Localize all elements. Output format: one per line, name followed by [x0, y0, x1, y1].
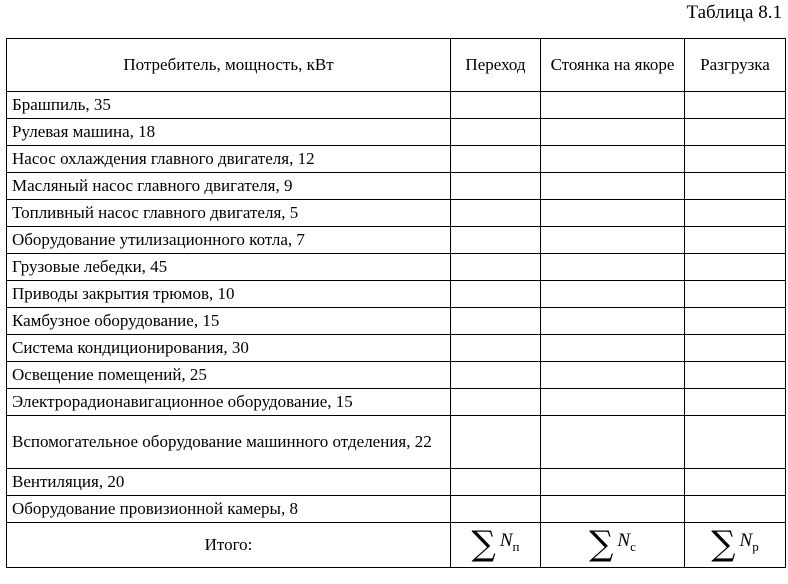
- transit-cell: [451, 389, 541, 416]
- anchor-cell: [541, 254, 685, 281]
- table-row: [7, 335, 786, 362]
- table-row: [7, 469, 786, 496]
- header-transit: Переход: [451, 39, 541, 92]
- table-row: [7, 496, 786, 523]
- transit-cell: [451, 227, 541, 254]
- header-consumer: Потребитель, мощность, кВт: [7, 39, 451, 92]
- anchor-cell: [541, 227, 685, 254]
- total-transit: [451, 523, 541, 568]
- header-anchor: Стоянка на якоре: [541, 39, 685, 92]
- unloading-cell: [685, 389, 786, 416]
- unloading-cell: [685, 200, 786, 227]
- table-row: [7, 308, 786, 335]
- consumer-cell: Оборудование утилизационного котла, 7: [7, 227, 451, 254]
- total-subscript: с: [630, 539, 636, 554]
- transit-cell: [451, 281, 541, 308]
- consumer-cell: Брашпиль, 35: [7, 92, 451, 119]
- sum-icon: ∑: [589, 524, 614, 564]
- anchor-cell: [541, 335, 685, 362]
- table-row: [7, 281, 786, 308]
- anchor-cell: [541, 362, 685, 389]
- header-row: [7, 39, 786, 92]
- table-row: [7, 146, 786, 173]
- transit-cell: [451, 200, 541, 227]
- table-row: [7, 119, 786, 146]
- total-variable: N: [499, 530, 513, 551]
- sum-icon: ∑: [711, 524, 736, 564]
- table-row: [7, 227, 786, 254]
- transit-cell: [451, 335, 541, 362]
- anchor-cell: [541, 469, 685, 496]
- total-label: Итого:: [7, 523, 451, 568]
- transit-cell: [451, 119, 541, 146]
- unloading-cell: [685, 92, 786, 119]
- consumer-cell: Грузовые лебедки, 45: [7, 254, 451, 281]
- total-row: [7, 523, 786, 568]
- consumer-cell: Топливный насос главного двигателя, 5: [7, 200, 451, 227]
- unloading-cell: [685, 335, 786, 362]
- consumer-cell: Вентиляция, 20: [7, 469, 451, 496]
- anchor-cell: [541, 92, 685, 119]
- transit-cell: [451, 416, 541, 469]
- unloading-cell: [685, 362, 786, 389]
- consumer-cell: Насос охлаждения главного двигателя, 12: [7, 146, 451, 173]
- transit-cell: [451, 92, 541, 119]
- consumer-cell: Оборудование провизионной камеры, 8: [7, 496, 451, 523]
- unloading-cell: [685, 281, 786, 308]
- total-variable: N: [617, 530, 631, 551]
- table-row: [7, 362, 786, 389]
- table-row: [7, 173, 786, 200]
- consumer-cell: Рулевая машина, 18: [7, 119, 451, 146]
- transit-cell: [451, 254, 541, 281]
- total-anchor: [541, 523, 685, 568]
- total-variable: N: [739, 530, 753, 551]
- transit-cell: [451, 173, 541, 200]
- consumer-cell: Вспомогательное оборудование машинного отделения, 22: [7, 416, 451, 469]
- unloading-cell: [685, 119, 786, 146]
- transit-cell: [451, 146, 541, 173]
- unloading-cell: [685, 173, 786, 200]
- unloading-cell: [685, 254, 786, 281]
- anchor-cell: [541, 416, 685, 469]
- transit-cell: [451, 496, 541, 523]
- unloading-cell: [685, 416, 786, 469]
- anchor-cell: [541, 119, 685, 146]
- anchor-cell: [541, 281, 685, 308]
- consumer-cell: Система кондиционирования, 30: [7, 335, 451, 362]
- unloading-cell: [685, 146, 786, 173]
- table-row: [7, 254, 786, 281]
- anchor-cell: [541, 308, 685, 335]
- anchor-cell: [541, 200, 685, 227]
- table-row: [7, 200, 786, 227]
- transit-cell: [451, 308, 541, 335]
- consumer-cell: Масляный насос главного двигателя, 9: [7, 173, 451, 200]
- total-subscript: р: [752, 539, 759, 554]
- consumers-table: [6, 38, 786, 568]
- anchor-cell: [541, 389, 685, 416]
- table-caption: Таблица 8.1: [686, 2, 782, 23]
- transit-cell: [451, 362, 541, 389]
- header-unloading: Разгрузка: [685, 39, 786, 92]
- consumer-cell: Электрорадионавигационное оборудование, 15: [7, 389, 451, 416]
- table-row: [7, 416, 786, 469]
- table-row: [7, 92, 786, 119]
- total-subscript: п: [512, 539, 520, 554]
- total-unloading: [685, 523, 786, 568]
- unloading-cell: [685, 227, 786, 254]
- anchor-cell: [541, 496, 685, 523]
- unloading-cell: [685, 469, 786, 496]
- anchor-cell: [541, 173, 685, 200]
- transit-cell: [451, 469, 541, 496]
- unloading-cell: [685, 496, 786, 523]
- anchor-cell: [541, 146, 685, 173]
- consumer-cell: Освещение помещений, 25: [7, 362, 451, 389]
- sum-icon: ∑: [471, 524, 496, 564]
- unloading-cell: [685, 308, 786, 335]
- consumer-cell: Камбузное оборудование, 15: [7, 308, 451, 335]
- consumer-cell: Приводы закрытия трюмов, 10: [7, 281, 451, 308]
- table-row: [7, 389, 786, 416]
